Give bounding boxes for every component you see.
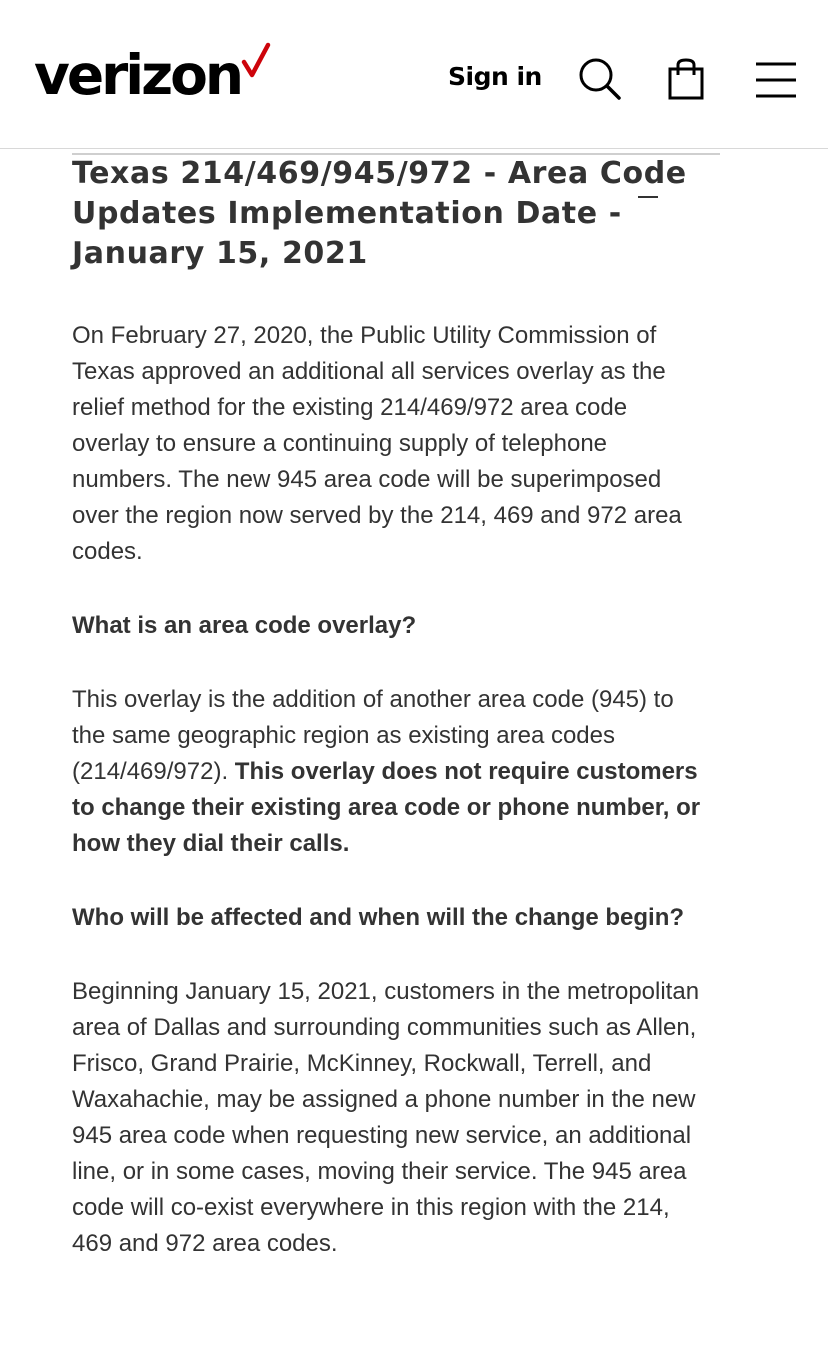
article-title: Texas 214/469/945/972 - Area Code Updates Implementation Date - January 15, 2021 [72,156,687,271]
verizon-logo[interactable] [34,40,271,110]
hamburger-menu-icon [752,58,800,102]
intro-paragraph: On February 27, 2020, the Public Utility Commission of Texas approved an additional all services overlay as the relief method for the existing 214/469/972 area code overlay to ensure a continuing supply of telephone numbers. The new 945 area code will be superimposed over the region now served by the 214, 469 and 972 area codes. [72,322,682,565]
shopping-bag-icon [666,56,708,104]
sign-in-link[interactable]: Sign in [448,62,542,91]
search-icon [576,56,624,104]
site-header [0,0,828,149]
checkmark-icon [241,42,271,78]
search-button[interactable] [576,56,624,104]
section-heading-overlay: What is an area code overlay? [72,612,417,639]
logo-wordmark: verizon [34,43,242,107]
article-content [72,150,702,1262]
overlay-paragraph [72,682,702,862]
section-heading-affected: Who will be affected and when will the change begin? [72,904,685,931]
overlay-text: This overlay is the addition of another area code (945) to the same geographic region as existing area codes (214/469/972). [72,686,674,785]
cart-button[interactable] [666,56,708,104]
affected-paragraph: Beginning January 15, 2021, customers in the metropolitan area of Dallas and surrounding communities such as Allen, Frisco, Grand Prairie, McKinney, Rockwall, Terrell, and Waxahachie, may be assigned a phone number in the new 945 area code when requesting new service, an additional line, or in some cases, moving their service. The 945 area code will co-exist everywhere in this region with the 214, 469 and 972 area codes. [72,978,700,1257]
overlay-bold-text: This overlay does not require customers to change their existing area code or phone number, or how they dial their calls. [72,758,701,857]
menu-button[interactable] [752,58,800,102]
